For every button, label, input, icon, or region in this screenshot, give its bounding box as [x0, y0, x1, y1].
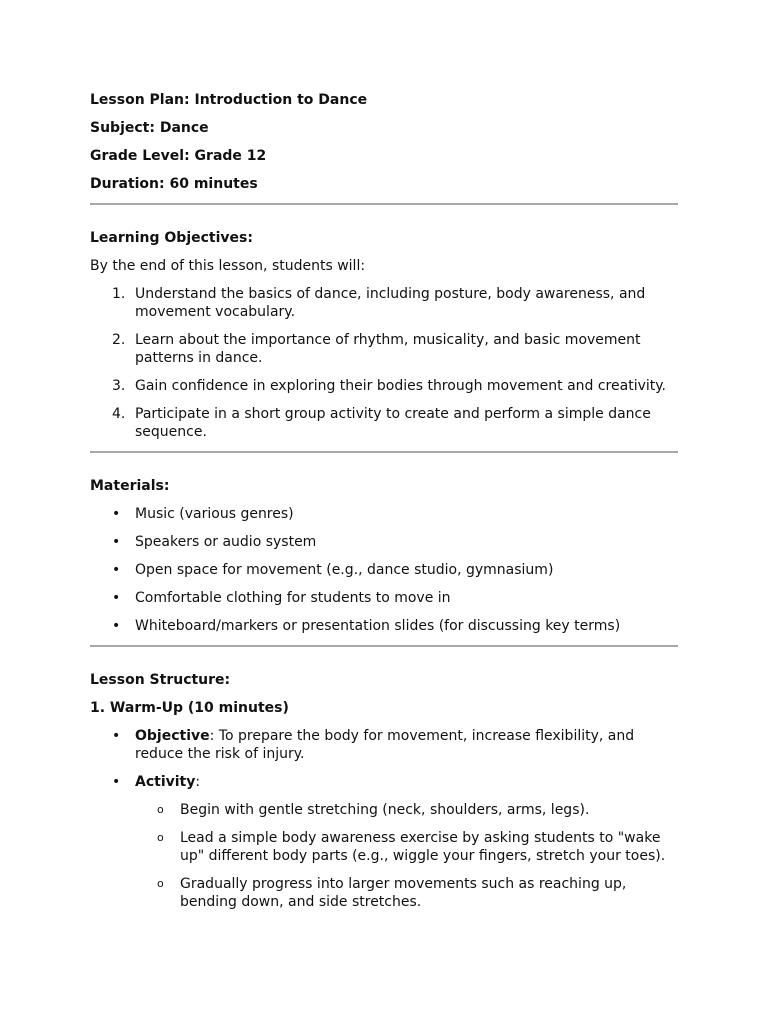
list-item-text: Participate in a short group activity to create and perform a simple dance sequence. — [135, 406, 651, 440]
list-item-text: Begin with gentle stretching (neck, shoulders, arms, legs). — [180, 802, 590, 818]
warmup-list — [90, 727, 678, 911]
materials-heading: Materials: — [90, 478, 170, 494]
bullet-icon: • — [112, 728, 121, 744]
list-item — [90, 773, 678, 911]
bullet-icon: • — [112, 590, 121, 606]
objectives-list — [90, 285, 678, 441]
circle-bullet-icon: o — [157, 803, 164, 816]
materials-list — [90, 505, 678, 635]
list-item — [90, 331, 678, 367]
list-item-text: Lead a simple body awareness exercise by asking students to "wake up" different body parts (e.g., wiggle your fingers, stretch your toes). — [180, 830, 666, 864]
list-item-text: Music (various genres) — [135, 506, 294, 522]
bullet-icon: • — [112, 618, 121, 634]
list-item — [90, 617, 678, 635]
list-item-text: Understand the basics of dance, including posture, body awareness, and movement vocabulary. — [135, 286, 646, 320]
list-item — [135, 801, 678, 819]
circle-bullet-icon: o — [157, 831, 164, 844]
duration-line: Duration: 60 minutes — [90, 176, 258, 192]
activity-sublist — [135, 801, 678, 911]
activity-label: Activity — [135, 774, 196, 790]
list-item-text: Comfortable clothing for students to move in — [135, 590, 451, 606]
structure-heading: Lesson Structure: — [90, 672, 231, 688]
list-item-text: Open space for movement (e.g., dance studio, gymnasium) — [135, 562, 554, 578]
list-item — [90, 377, 678, 395]
list-number: 2. — [112, 332, 126, 348]
list-item-text: Whiteboard/markers or presentation slides (for discussing key terms) — [135, 618, 621, 634]
bullet-icon: • — [112, 774, 121, 790]
list-item — [90, 727, 678, 763]
bullet-icon: • — [112, 562, 121, 578]
divider-2 — [90, 451, 678, 453]
bullet-icon: • — [112, 534, 121, 550]
objectives-intro: By the end of this lesson, students will: — [90, 258, 366, 274]
objective-text: : To prepare the body for movement, increase flexibility, and reduce the risk of injury. — [135, 728, 635, 762]
divider-1 — [90, 203, 678, 205]
list-number: 3. — [112, 378, 126, 394]
subject-line: Subject: Dance — [90, 120, 209, 136]
list-item-text: Speakers or audio system — [135, 534, 317, 550]
grade-level-line: Grade Level: Grade 12 — [90, 148, 267, 164]
divider-3 — [90, 645, 678, 647]
list-item-text: Learn about the importance of rhythm, musicality, and basic movement patterns in dance. — [135, 332, 641, 366]
list-item — [135, 875, 678, 911]
circle-bullet-icon: o — [157, 877, 164, 890]
warmup-section-title: 1. Warm-Up (10 minutes) — [90, 700, 289, 716]
list-item — [90, 533, 678, 551]
lesson-title: Lesson Plan: Introduction to Dance — [90, 92, 368, 108]
list-item — [90, 405, 678, 441]
bullet-icon: • — [112, 506, 121, 522]
objectives-heading: Learning Objectives: — [90, 230, 253, 246]
list-number: 4. — [112, 406, 126, 422]
list-item-text: Gain confidence in exploring their bodies through movement and creativity. — [135, 378, 666, 394]
list-item — [90, 285, 678, 321]
list-item — [90, 589, 678, 607]
list-item — [135, 829, 678, 865]
objective-label: Objective — [135, 728, 210, 744]
activity-suffix: : — [195, 774, 201, 790]
list-number: 1. — [112, 286, 126, 302]
list-item — [90, 561, 678, 579]
list-item — [90, 505, 678, 523]
list-item-text: Gradually progress into larger movements such as reaching up, bending down, and side stretches. — [180, 876, 627, 910]
